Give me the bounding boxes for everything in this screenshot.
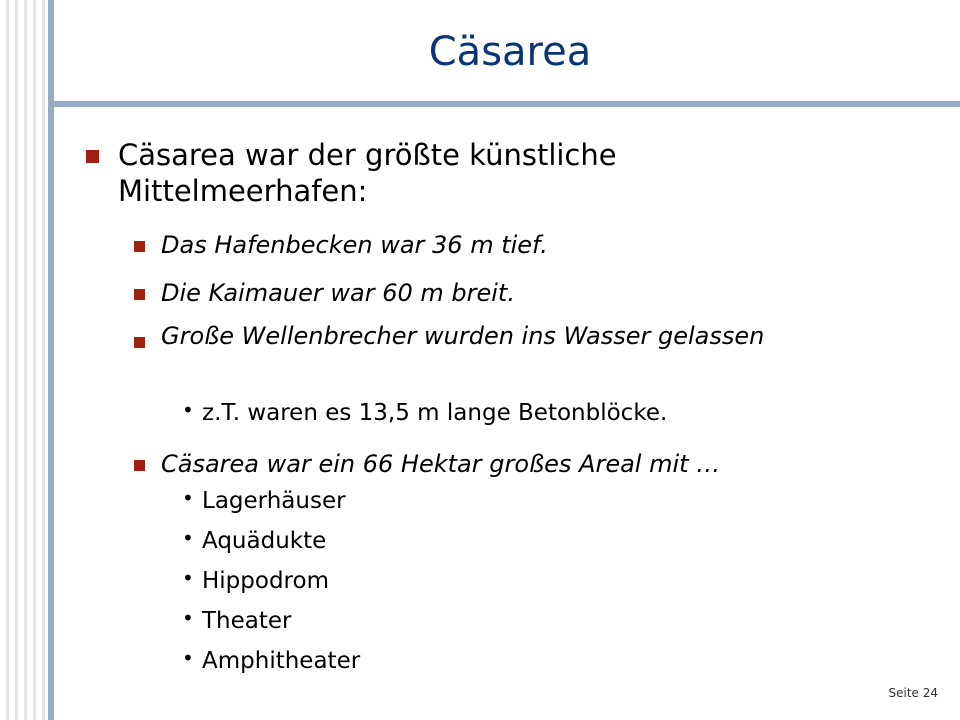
square-bullet-icon <box>86 150 99 163</box>
detail-bullet-concrete: z.T. waren es 13,5 m lange Betonblöcke. <box>202 400 668 426</box>
dot-bullet-icon: • <box>182 526 194 550</box>
dot-bullet-icon: • <box>182 646 194 670</box>
list-item: Theater <box>202 608 292 634</box>
sub-bullet-breakwaters: Große Wellenbrecher wurden ins Wasser gelassen <box>161 322 765 350</box>
sub-bullet-area: Cäsarea war ein 66 Hektar großes Areal mit … <box>161 450 721 478</box>
list-item: Aquädukte <box>202 528 327 554</box>
sub-bullet-depth: Das Hafenbecken war 36 m tief. <box>161 231 548 259</box>
list-item: Lagerhäuser <box>202 488 346 514</box>
square-bullet-icon <box>134 460 145 471</box>
list-item: Amphitheater <box>202 648 361 674</box>
page-number: Seite 24 <box>888 686 938 700</box>
square-bullet-icon <box>134 337 145 348</box>
dot-bullet-icon: • <box>182 606 194 630</box>
main-bullet-text: Cäsarea war der größte künstliche Mittelmeerhafen: <box>118 138 617 208</box>
square-bullet-icon <box>134 289 145 300</box>
dot-bullet-icon: • <box>182 398 194 422</box>
slide-title: Cäsarea <box>428 29 592 75</box>
list-item: Hippodrom <box>202 568 329 594</box>
square-bullet-icon <box>134 241 145 252</box>
dot-bullet-icon: • <box>182 566 194 590</box>
sub-bullet-width: Die Kaimauer war 60 m breit. <box>161 279 515 307</box>
dot-bullet-icon: • <box>182 486 194 510</box>
